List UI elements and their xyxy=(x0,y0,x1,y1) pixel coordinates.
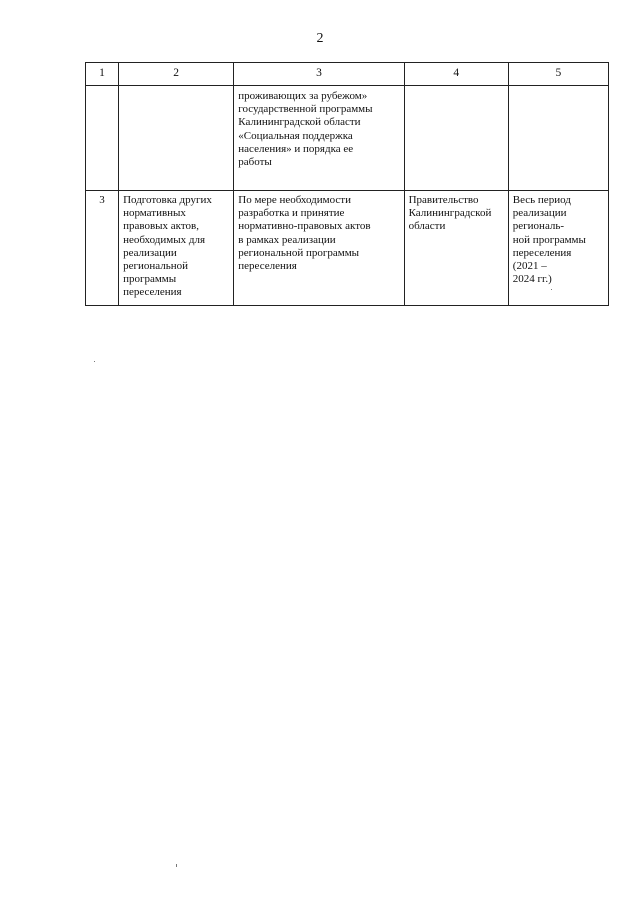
page-number: 2 xyxy=(316,31,324,46)
row-number-cell xyxy=(86,86,119,191)
measure-content-cell: проживающих за рубежом» государственной программы Калининградской области «Социальная поддержка населения» и порядка ее работы xyxy=(234,86,404,191)
responsible-cell: Правительство Калининградской области xyxy=(404,191,508,306)
period-cell: Весь период реализации региональ- ной программы переселения (2021 – 2024 гг.) xyxy=(508,191,608,306)
header-cell-col2: 2 xyxy=(119,63,234,86)
scan-speck xyxy=(176,864,177,867)
measure-name-cell: Подготовка других нормативных правовых актов, необходимых для реализации региональной программы переселения xyxy=(119,191,234,306)
header-cell-col5: 5 xyxy=(508,63,608,86)
period-cell xyxy=(508,86,608,191)
measure-name-cell xyxy=(119,86,234,191)
measure-content-cell: По мере необходимости разработка и принятие нормативно-правовых актов в рамках реализации региональной программы переселения xyxy=(234,191,404,306)
header-cell-col4: 4 xyxy=(404,63,508,86)
table-row xyxy=(86,191,609,306)
table-header-row xyxy=(86,63,609,86)
header-cell-col3: 3 xyxy=(234,63,404,86)
table-row xyxy=(86,86,609,191)
scan-speck xyxy=(551,289,552,290)
measures-table xyxy=(85,62,609,306)
scan-speck xyxy=(94,361,95,362)
header-cell-col1: 1 xyxy=(86,63,119,86)
row-number-cell: 3 xyxy=(86,191,119,306)
responsible-cell xyxy=(404,86,508,191)
